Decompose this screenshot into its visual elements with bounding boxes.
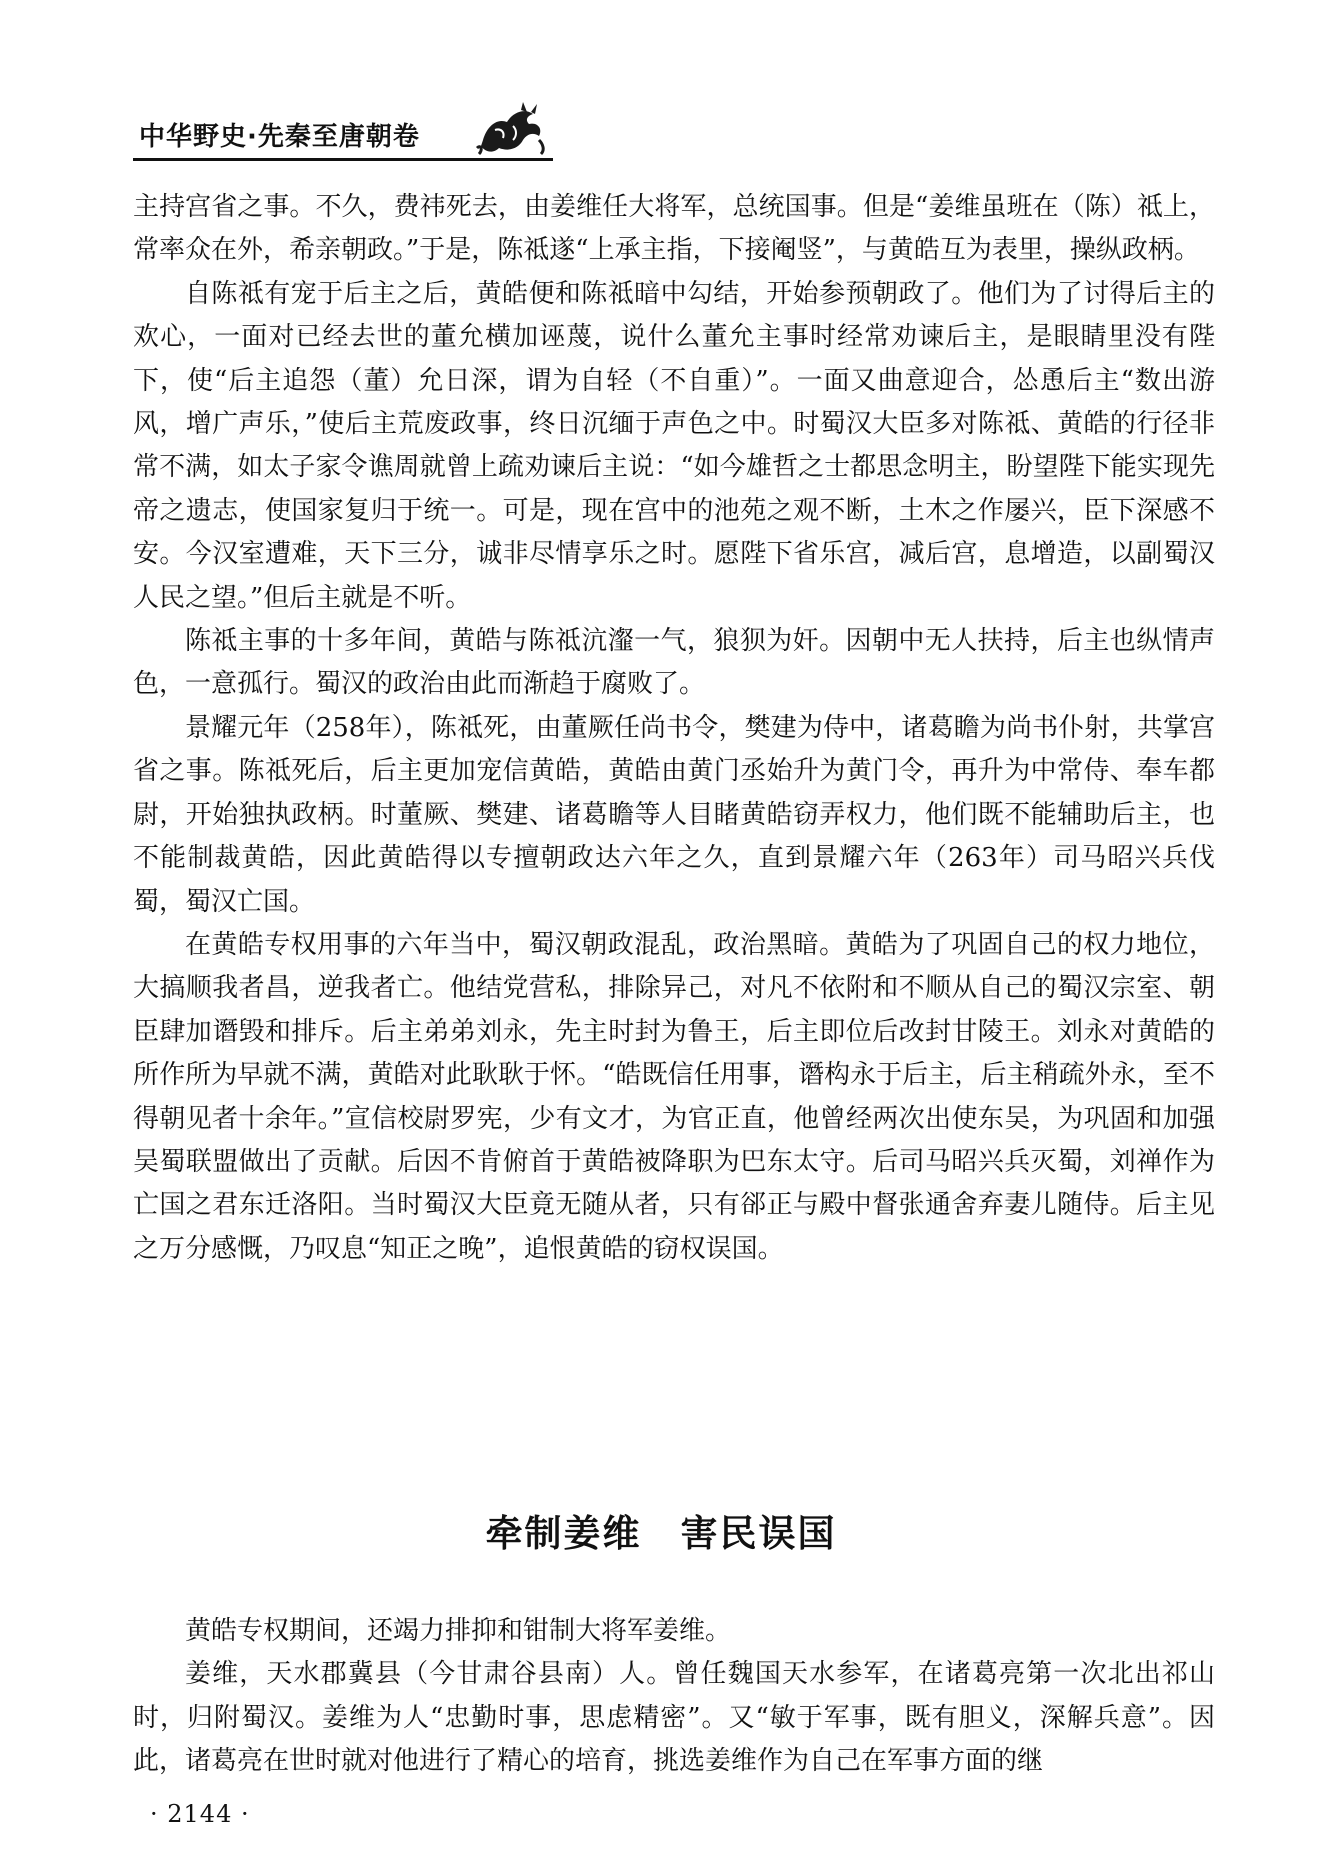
paragraph: 在黄皓专权用事的六年当中，蜀汉朝政混乱，政治黑暗。黄皓为了巩固自己的权力地位，大搞顺我者昌，逆我者亡。他结党营私，排除异己，对凡不依附和不顺从自己的蜀汉宗室、朝臣肆加谮毁和排斥。后主弟弟刘永，先主时封为鲁王，后主即位后改封甘陵王。刘永对黄皓的所作所为早就不满，黄皓对此耿耿于怀。“皓既信任用事，谮构永于后主，后主稍疏外永，至不得朝见者十余年。”宣信校尉罗宪，少有文才，为官正直，他曾经两次出使东吴，为巩固和加强吴蜀联盟做出了贡献。后因不肯俯首于黄皓被降职为巴东太守。后司马昭兴兵灭蜀，刘禅作为亡国之君东迁洛阳。当时蜀汉大臣竟无随从者，只有郤正与殿中督张通舍弃妻儿随侍。后主见之万分感慨，乃叹息“知正之晚”，追恨黄皓的窃权误国。 [133, 929, 1215, 1264]
paragraph: 景耀元年（258年），陈祗死，由董厥任尚书令，樊建为侍中，诸葛瞻为尚书仆射，共掌宫省之事。陈祗死后，后主更加宠信黄皓，黄皓由黄门丞始升为黄门令，再升为中常侍、奉车都尉，开始独执政柄。时董厥、樊建、诸葛瞻等人目睹黄皓窃弄权力，他们既不能辅助后主，也不能制裁黄皓，因此黄皓得以专擅朝政达六年之久，直到景耀六年（263年）司马昭兴兵伐蜀，蜀汉亡国。 [133, 712, 1215, 917]
running-header [133, 112, 553, 152]
section-text [133, 1610, 1215, 1784]
paragraph: 陈祗主事的十多年间，黄皓与陈祗沆瀣一气，狼狈为奸。因朝中无人扶持，后主也纵情声色，一意孤行。蜀汉的政治由此而渐趋于腐败了。 [133, 626, 1215, 700]
paragraph: 黄皓专权期间，还竭力排抑和钳制大将军姜维。 [185, 1616, 732, 1646]
paragraph: 自陈祗有宠于后主之后，黄皓便和陈祗暗中勾结，开始参预朝政了。他们为了讨得后主的欢心，一面对已经去世的董允横加诬蔑，说什么董允主事时经常劝谏后主，是眼睛里没有陛下，使“后主追怨（董）允日深，谓为自轻（不自重）”。一面又曲意迎合，怂恿后主“数出游风，增广声乐，”使后主荒废政事，终日沉缅于声色之中。时蜀汉大臣多对陈祗、黄皓的行径非常不满，如太子家令谯周就曾上疏劝谏后主说：“如今雄哲之士都思念明主，盼望陛下能实现先帝之遗志，使国家复归于统一。可是，现在宫中的池苑之观不断，土木之作屡兴，臣下深感不安。今汉室遭难，天下三分，诚非尽情享乐之时。愿陛下省乐宫，减后宫，息增造，以副蜀汉人民之望。”但后主就是不听。 [133, 278, 1215, 613]
paragraph: 主持宫省之事。不久，费祎死去，由姜维任大将军，总统国事。但是“姜维虽班在（陈）祗上，常率众在外，希亲朝政。”于是，陈祗遂“上承主指，下接阉竖”，与黄皓互为表里，操纵政柄。 [133, 192, 1215, 266]
book-title: 中华野史·先秦至唐朝卷 [139, 122, 420, 152]
header-rule [133, 158, 553, 161]
page-number: · 2144 · [150, 1800, 250, 1828]
main-text [133, 186, 1215, 1271]
dragon-emblem-icon [473, 100, 547, 156]
paragraph: 姜维，天水郡冀县（今甘肃谷县南）人。曾任魏国天水参军，在诸葛亮第一次北出祁山时，归附蜀汉。姜维为人“忠勤时事，思虑精密”。又“敏于军事，既有胆义，深解兵意”。因此，诸葛亮在世时就对他进行了精心的培育，挑选姜维作为自己在军事方面的继 [133, 1659, 1215, 1777]
section-heading: 牵制姜维 害民误国 [485, 1512, 837, 1555]
